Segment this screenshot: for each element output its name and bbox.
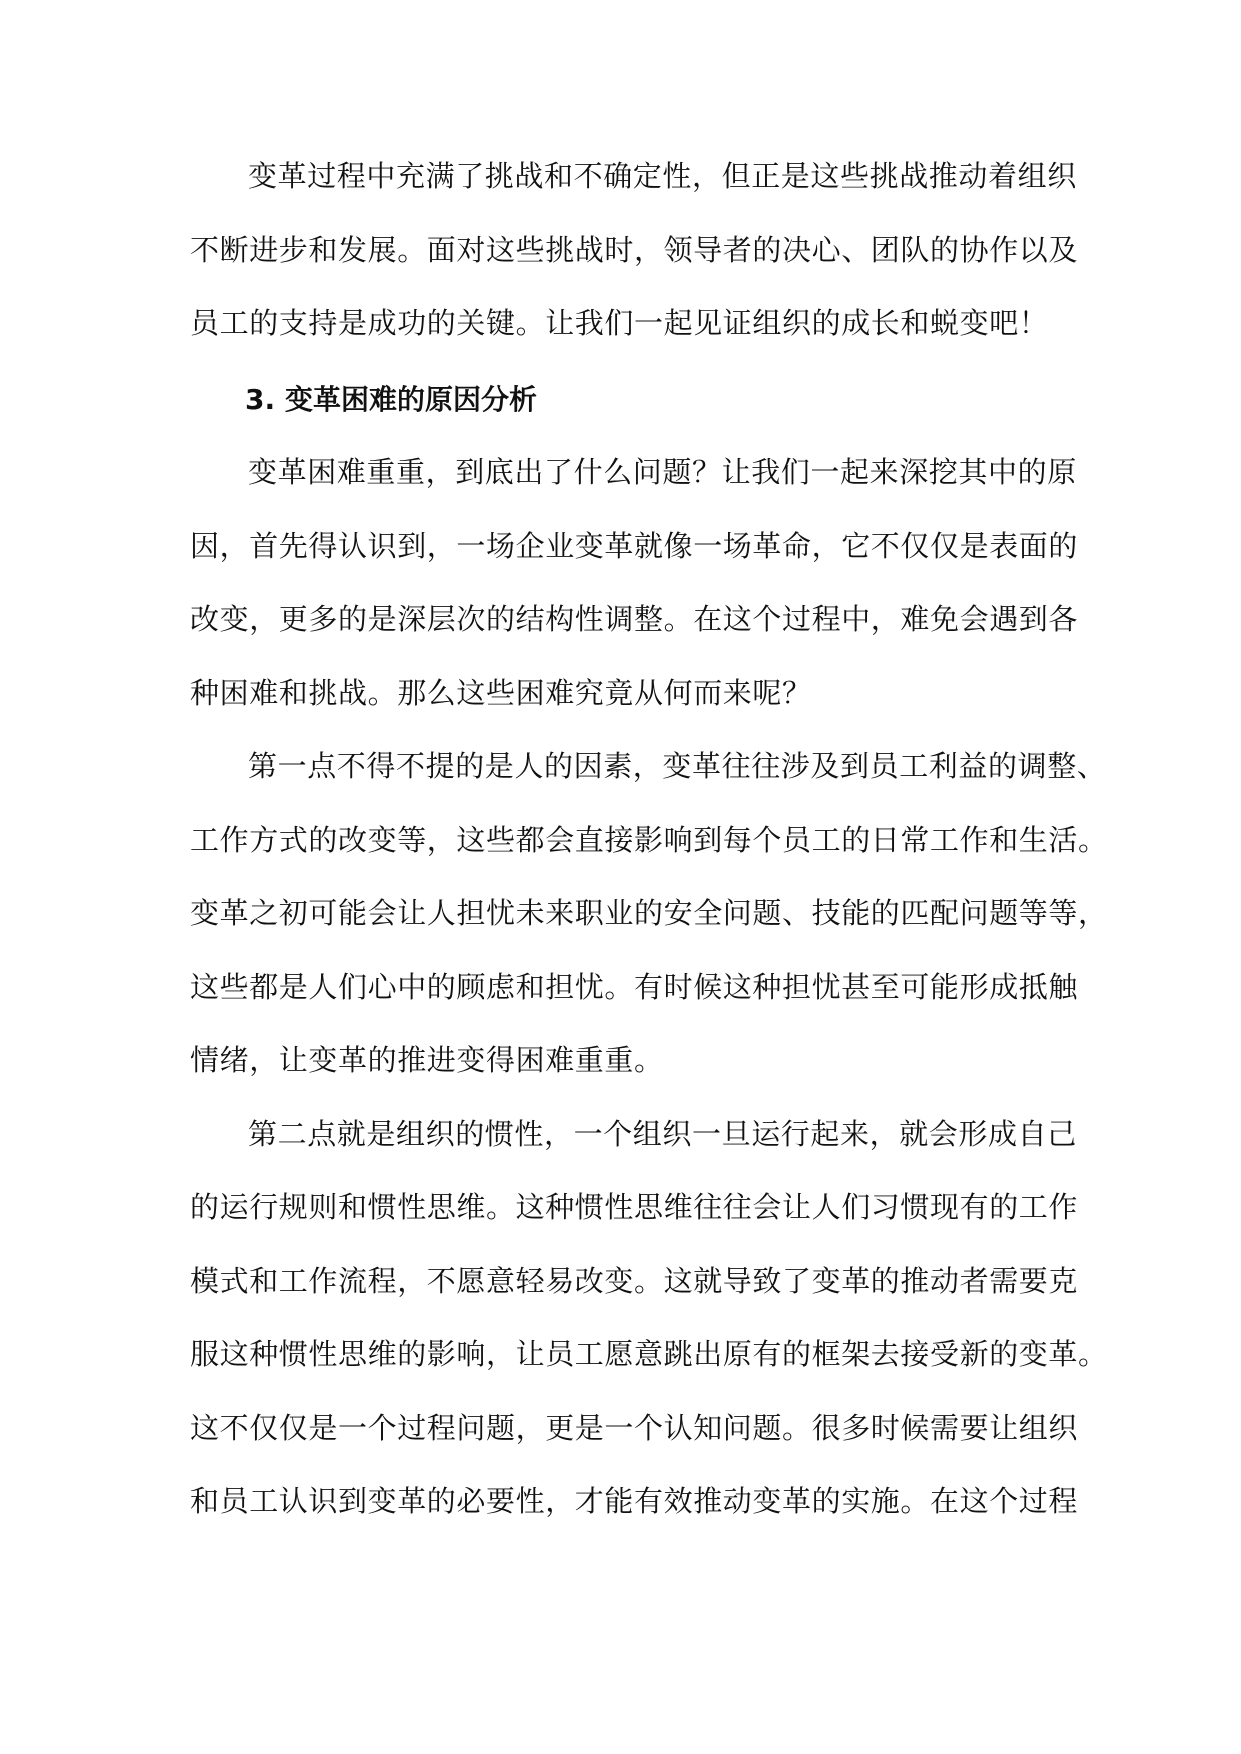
- text-line: 员工的支持是成功的关键。让我们一起见证组织的成长和蜕变吧！: [190, 306, 1049, 340]
- text-line: 这不仅仅是一个过程问题，更是一个认知问题。很多时候需要让组织: [190, 1410, 1079, 1445]
- paragraph-human-factor: [190, 730, 1108, 1098]
- text-line: 变革之初可能会让人担忧未来职业的安全问题、技能的匹配问题等等，: [190, 896, 1108, 930]
- text-line: 改变，更多的是深层次的结构性调整。在这个过程中，难免会遇到各: [190, 602, 1079, 636]
- paragraph-challenges: [190, 140, 1079, 361]
- text-line: 第一点不得不提的是人的因素，变革往往涉及到员工利益的调整、: [248, 749, 1107, 783]
- text-line: 情绪，让变革的推进变得困难重重。: [190, 1043, 664, 1077]
- text-line: 这些都是人们心中的顾虑和担忧。有时候这种担忧甚至可能形成抵触: [190, 969, 1079, 1004]
- text-line: 工作方式的改变等，这些都会直接影响到每个员工的日常工作和生活。: [190, 822, 1108, 857]
- text-line: 种困难和挑战。那么这些困难究竟从何而来呢？: [190, 675, 812, 710]
- paragraph-intro: [190, 436, 1079, 730]
- text-line: 和员工认识到变革的必要性，才能有效推动变革的实施。在这个过程: [190, 1484, 1079, 1518]
- text-line: 变革过程中充满了挑战和不确定性，但正是这些挑战推动着组织: [248, 159, 1077, 193]
- section-heading: [190, 363, 1060, 437]
- text-line: 的运行规则和惯性思维。这种惯性思维往往会让人们习惯现有的工作: [190, 1190, 1079, 1224]
- text-line: 第二点就是组织的惯性，一个组织一旦运行起来，就会形成自己: [248, 1116, 1077, 1151]
- paragraph-organizational-inertia: [190, 1098, 1108, 1539]
- text-line: 变革困难重重，到底出了什么问题？让我们一起来深挖其中的原: [248, 455, 1077, 489]
- section-title: 变革困难的原因分析: [285, 382, 538, 416]
- text-line: 服这种惯性思维的影响，让员工愿意跳出原有的框架去接受新的变革。: [190, 1337, 1108, 1371]
- text-line: 模式和工作流程，不愿意轻易改变。这就导致了变革的推动者需要克: [190, 1263, 1079, 1298]
- text-line: 因，首先得认识到，一场企业变革就像一场革命，它不仅仅是表面的: [190, 528, 1079, 563]
- section-number: 3.: [245, 382, 276, 416]
- text-line: 不断进步和发展。面对这些挑战时，领导者的决心、团队的协作以及: [190, 232, 1079, 267]
- document-body: [190, 140, 1108, 1539]
